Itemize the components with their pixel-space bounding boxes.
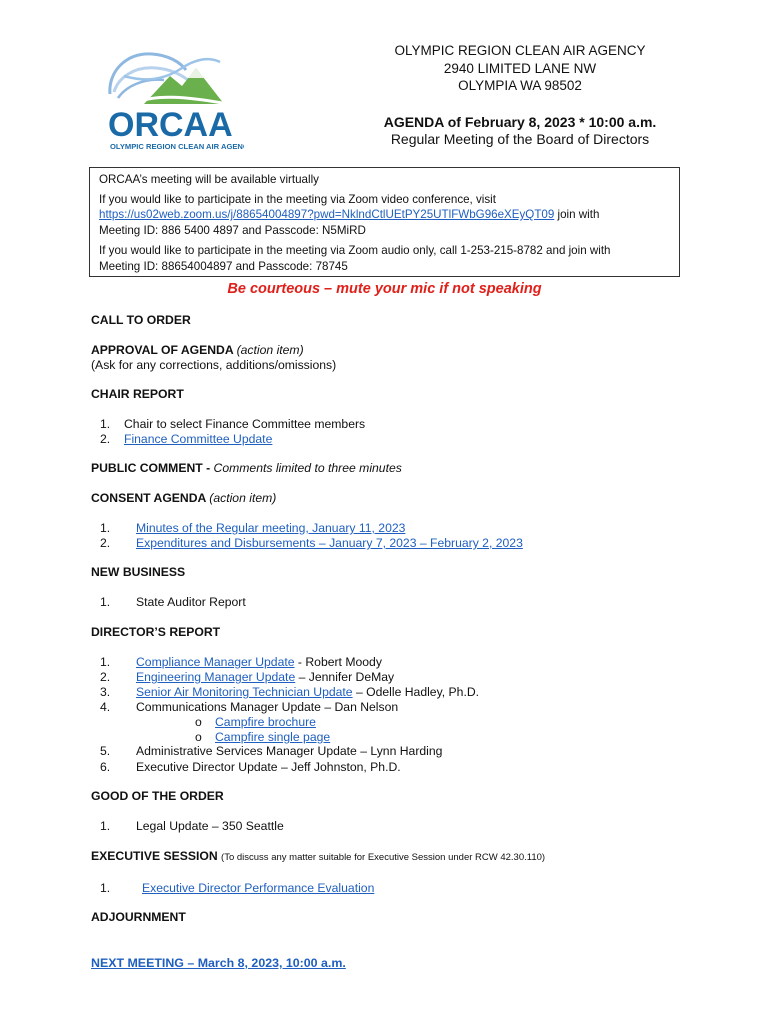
- campfire-single-page-link[interactable]: Campfire single page: [215, 730, 331, 744]
- approval-sub: (Ask for any corrections, additions/omissions): [91, 358, 337, 372]
- zoom-info-box: [89, 167, 680, 277]
- agenda-title: AGENDA of February 8, 2023 * 10:00 a.m.: [383, 114, 657, 130]
- approval-note: action item: [240, 343, 300, 357]
- directors-report-heading: DIRECTOR’S REPORT: [91, 625, 221, 639]
- directors-item-6-num: 6.: [100, 760, 111, 774]
- approval-heading: APPROVAL OF AGENDA (action item): [91, 343, 304, 357]
- engineering-link[interactable]: Engineering Manager Update: [136, 670, 296, 684]
- directors-item-1: [136, 655, 382, 669]
- audio-line-2: Meeting ID: 88654004897 and Passcode: 78745: [99, 259, 348, 273]
- good-order-heading: GOOD OF THE ORDER: [91, 789, 224, 803]
- public-comment-note: Comments limited to three minutes: [213, 461, 402, 475]
- chair-report-heading: CHAIR REPORT: [91, 387, 184, 401]
- logo-subtitle: OLYMPIC REGION CLEAN AIR AGENCY: [110, 142, 244, 151]
- exec-session-label: EXECUTIVE SESSION: [91, 849, 218, 863]
- meeting-type: Regular Meeting of the Board of Directors: [390, 131, 650, 147]
- bullet-2: o: [195, 730, 202, 744]
- consent-item-2-num: 2.: [100, 536, 111, 550]
- consent-heading: CONSENT AGENDA (action item): [91, 491, 277, 505]
- call-to-order-heading: CALL TO ORDER: [91, 313, 191, 327]
- compliance-rest: - Robert Moody: [294, 655, 382, 669]
- chair-item-1: Chair to select Finance Committee members: [124, 417, 366, 431]
- expenditures-link[interactable]: Expenditures and Disbursements – January 7, 2023 – February 2, 2023: [136, 536, 523, 550]
- public-comment-label: PUBLIC COMMENT -: [91, 461, 214, 475]
- chair-item-2-num: 2.: [100, 432, 111, 446]
- video-after: join with: [554, 208, 600, 221]
- courteous-notice: Be courteous – mute your mic if not speaking: [227, 281, 542, 297]
- video-meeting-id: Meeting ID: 886 5400 4897 and Passcode: N5MiRD: [99, 223, 366, 237]
- next-meeting-link[interactable]: NEXT MEETING – March 8, 2023, 10:00 a.m.: [91, 956, 346, 970]
- directors-item-5-num: 5.: [100, 744, 111, 758]
- directors-item-3-num: 3.: [100, 685, 111, 699]
- agency-name: OLYMPIC REGION CLEAN AIR AGENCY: [394, 43, 646, 58]
- chair-item-1-num: 1.: [100, 417, 111, 431]
- consent-label: CONSENT AGENDA: [91, 491, 206, 505]
- exec-session-heading: [91, 849, 545, 863]
- exec-director-evaluation-link[interactable]: Executive Director Performance Evaluation: [142, 881, 375, 895]
- agency-address-2: OLYMPIA WA 98502: [458, 78, 582, 93]
- zoom-video-link[interactable]: https://us02web.zoom.us/j/88654004897?pwd=NklndCtlUEtPY25UTlFWbG96eXEyQT09: [99, 208, 555, 221]
- new-business-heading: NEW BUSINESS: [91, 565, 186, 579]
- bullet-1: o: [195, 715, 202, 729]
- directors-item-4: Communications Manager Update – Dan Nelson: [136, 700, 399, 714]
- virtual-note: ORCAA’s meeting will be available virtually: [99, 173, 319, 186]
- orcaa-logo: [104, 42, 244, 154]
- directors-item-4-num: 4.: [100, 700, 111, 714]
- logo-text: ORCAA: [108, 106, 233, 144]
- directors-item-1-num: 1.: [100, 655, 111, 669]
- audio-line-1: If you would like to participate in the meeting via Zoom audio only, call 1-253-215-8782 and join with: [99, 244, 611, 257]
- air-monitoring-link[interactable]: Senior Air Monitoring Technician Update: [136, 685, 353, 699]
- new-business-item-1: State Auditor Report: [136, 595, 246, 609]
- finance-committee-link[interactable]: Finance Committee Update: [124, 432, 273, 446]
- exec-item-1-num: 1.: [100, 881, 111, 895]
- video-intro: If you would like to participate in the meeting via Zoom video conference, visit: [99, 192, 496, 206]
- public-comment-heading: [91, 461, 402, 475]
- consent-item-1-num: 1.: [100, 521, 111, 535]
- good-order-item-1-num: 1.: [100, 819, 111, 833]
- directors-item-2: [136, 670, 394, 684]
- approval-label: APPROVAL OF AGENDA: [91, 343, 234, 357]
- air-monitoring-rest: – Odelle Hadley, Ph.D.: [352, 685, 480, 699]
- logo-graphic: [104, 42, 244, 154]
- agency-address-1: 2940 LIMITED LANE NW: [443, 61, 597, 76]
- exec-session-note: (To discuss any matter suitable for Executive Session under RCW 42.30.110): [221, 852, 546, 863]
- directors-item-3: [136, 685, 479, 699]
- consent-note: action item: [213, 491, 273, 505]
- directors-item-5: Administrative Services Manager Update – Lynn Harding: [136, 744, 443, 758]
- engineering-rest: – Jennifer DeMay: [295, 670, 395, 684]
- directors-item-2-num: 2.: [100, 670, 111, 684]
- minutes-link[interactable]: Minutes of the Regular meeting, January 11, 2023: [136, 521, 406, 535]
- new-business-item-1-num: 1.: [100, 595, 111, 609]
- good-order-item-1: Legal Update – 350 Seattle: [136, 819, 284, 833]
- adjournment-heading: ADJOURNMENT: [91, 910, 186, 924]
- compliance-link[interactable]: Compliance Manager Update: [136, 655, 295, 669]
- directors-item-6: Executive Director Update – Jeff Johnston, Ph.D.: [136, 760, 401, 774]
- campfire-brochure-link[interactable]: Campfire brochure: [215, 715, 316, 729]
